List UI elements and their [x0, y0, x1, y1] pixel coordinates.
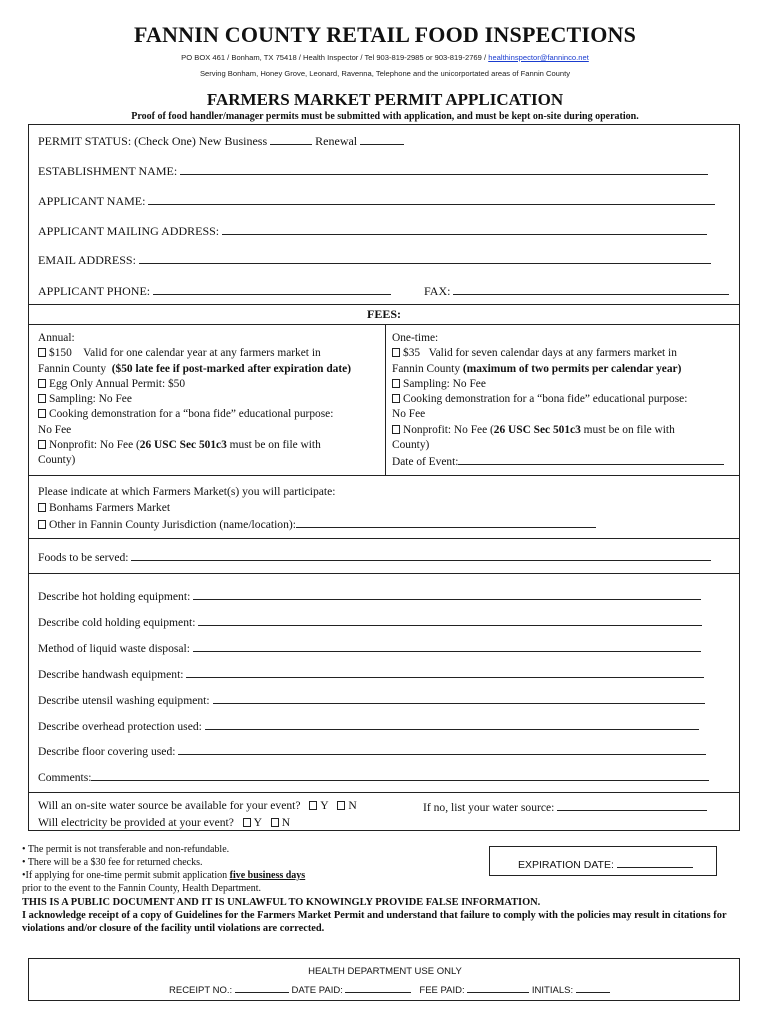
new-business-blank[interactable]: [270, 133, 312, 145]
comments-label: Comments:: [38, 771, 92, 784]
divider: [28, 304, 740, 305]
water-yes-checkbox[interactable]: [309, 801, 317, 810]
onetime-price: $35: [403, 347, 421, 360]
mailing-address-input[interactable]: [222, 223, 707, 235]
cold-holding-field: [38, 614, 702, 629]
overhead-input[interactable]: [205, 718, 699, 730]
utensil-label: Describe utensil washing equipment:: [38, 694, 210, 707]
fax-field: [424, 283, 729, 299]
water-no-checkbox[interactable]: [337, 801, 345, 810]
onetime-sampling: Sampling: No Fee: [403, 377, 486, 390]
cold-holding-input[interactable]: [198, 614, 702, 626]
annual-validity: Valid for one calendar year at any farmers market in: [83, 347, 321, 360]
onetime-nonprofit-cont: County): [392, 439, 430, 452]
onetime-cooking-checkbox[interactable]: [392, 394, 400, 403]
foods-label: Foods to be served:: [38, 551, 129, 564]
annual-sampling: Sampling: No Fee: [49, 393, 132, 406]
renewal-blank[interactable]: [360, 133, 404, 145]
overhead-label: Describe overhead protection used:: [38, 720, 202, 733]
acknowledgement: I acknowledge receipt of a copy of Guidelines for the Farmers Market Permit and understand that failure to comply with the policies may result in citations for violations and/or closure of the facility until violations are corrected.: [22, 910, 727, 934]
comments-input[interactable]: [91, 769, 709, 781]
foods-field: [38, 549, 711, 564]
waste-disposal-label: Method of liquid waste disposal:: [38, 642, 190, 655]
proof-notice: Proof of food handler/manager permits must be submitted with application, and must be kept on-site during operation.: [131, 111, 639, 122]
health-department-box: [28, 958, 740, 1001]
other-market-label: Other in Fannin County Jurisdiction (name/location):: [49, 518, 296, 531]
bonham-market-label: Bonhams Farmers Market: [49, 501, 171, 514]
date-paid-label: DATE PAID:: [291, 985, 343, 996]
establishment-input[interactable]: [180, 163, 708, 175]
egg-checkbox[interactable]: [38, 379, 46, 388]
annual-county: Fannin County: [38, 362, 107, 375]
email-label: EMAIL ADDRESS:: [38, 253, 136, 267]
annual-nonprofit-checkbox[interactable]: [38, 440, 46, 449]
waste-disposal-input[interactable]: [193, 640, 701, 652]
phone-label: APPLICANT PHONE:: [38, 284, 151, 298]
annual-heading: Annual:: [38, 332, 75, 344]
annual-nonprofit-code: 26 USC Sec 501c3: [139, 439, 227, 452]
date-paid-input[interactable]: [345, 983, 411, 993]
onetime-fees: [392, 331, 736, 471]
onetime-cooking-fee: No Fee: [392, 408, 426, 421]
floor-label: Describe floor covering used:: [38, 745, 176, 758]
expiration-box: [489, 846, 717, 876]
phone-input[interactable]: [153, 283, 391, 295]
email-link[interactable]: healthinspector@fanninco.net: [488, 53, 589, 62]
annual-fees: [38, 331, 378, 469]
establishment-field: [38, 163, 708, 179]
initials-label: INITIALS:: [531, 985, 574, 996]
onetime-nonprofit: Nonprofit: No Fee (: [403, 423, 494, 436]
electric-no-label: N: [281, 816, 291, 829]
annual-sampling-checkbox[interactable]: [38, 394, 46, 403]
fax-input[interactable]: [453, 283, 729, 295]
receipt-label: RECEIPT NO.:: [169, 985, 233, 996]
hot-holding-input[interactable]: [193, 588, 701, 600]
public-document-warning: THIS IS A PUBLIC DOCUMENT AND IT IS UNLAWFUL TO KNOWINGLY PROVIDE FALSE INFORMATION.: [22, 897, 541, 908]
annual-nonprofit-cont: County): [38, 454, 76, 467]
hot-holding-label: Describe hot holding equipment:: [38, 590, 191, 603]
divider: [28, 792, 740, 793]
hot-holding-field: [38, 588, 701, 603]
note-one-time-text: •If applying for one-time permit submit application: [22, 870, 230, 881]
event-date-input[interactable]: [458, 453, 724, 465]
divider: [28, 573, 740, 574]
divider: [28, 538, 740, 539]
water-source-label: If no, list your water source:: [423, 801, 555, 814]
utensil-field: [38, 692, 705, 707]
egg-permit: Egg Only Annual Permit: $50: [49, 377, 186, 390]
onetime-sampling-checkbox[interactable]: [392, 379, 400, 388]
electric-yes-label: Y: [253, 816, 262, 829]
handwash-label: Describe handwash equipment:: [38, 668, 184, 681]
other-market-checkbox[interactable]: [38, 520, 46, 529]
handwash-field: [38, 666, 704, 681]
cold-holding-label: Describe cold holding equipment:: [38, 616, 196, 629]
permit-status-label: PERMIT STATUS: (Check One) New Business: [38, 134, 268, 148]
column-divider: [385, 324, 386, 475]
annual-nonprofit-end: must be on file with: [226, 439, 321, 452]
note-nontransferable: • The permit is not transferable and non-refundable.: [22, 844, 230, 855]
service-area-line: Serving Bonham, Honey Grove, Leonard, Ravenna, Telephone and the unicorportated areas of Fannin County: [199, 69, 571, 78]
fee-paid-label: FEE PAID:: [419, 985, 465, 996]
onetime-nonprofit-end: must be on file with: [580, 423, 675, 436]
mailing-address-field: [38, 223, 707, 239]
electric-question-label: Will electricity be provided at your event?: [38, 816, 234, 829]
onetime-35-checkbox[interactable]: [392, 348, 400, 357]
fees-heading: FEES:: [366, 307, 401, 321]
other-market-input[interactable]: [296, 516, 596, 528]
annual-late-fee: ($50 late fee if post-marked after expiration date): [111, 362, 351, 375]
handwash-input[interactable]: [186, 666, 704, 678]
annual-cooking-fee: No Fee: [38, 423, 72, 436]
utensil-input[interactable]: [213, 692, 705, 704]
onetime-validity: Valid for seven calendar days at any farmers market in: [428, 347, 677, 360]
comments-field: [38, 769, 709, 784]
market-question: Please indicate at which Farmers Market(s) you will participate:: [38, 485, 336, 498]
phone-field: [38, 283, 391, 299]
email-input[interactable]: [139, 252, 711, 264]
note-one-time: [22, 869, 305, 882]
onetime-county: Fannin County: [392, 362, 461, 375]
floor-field: [38, 743, 706, 758]
annual-nonprofit: Nonprofit: No Fee (: [49, 439, 140, 452]
annual-150-checkbox[interactable]: [38, 348, 46, 357]
annual-cooking: Cooking demonstration for a “bona fide” educational purpose:: [49, 408, 334, 421]
foods-input[interactable]: [131, 549, 711, 561]
expiration-label: EXPIRATION DATE:: [518, 859, 614, 871]
event-date-label: Date of Event:: [392, 456, 459, 469]
electric-question: [38, 816, 290, 829]
renewal-label: Renewal: [315, 134, 358, 148]
mailing-address-label: APPLICANT MAILING ADDRESS:: [38, 224, 220, 238]
applicant-name-field: [38, 193, 715, 209]
water-question: [38, 799, 357, 812]
divider: [28, 475, 740, 476]
permit-notes: [22, 843, 305, 895]
water-source-field: [423, 799, 707, 814]
form-title: FARMERS MARKET PERMIT APPLICATION: [206, 90, 564, 109]
water-yes-label: Y: [320, 799, 329, 812]
divider: [28, 324, 740, 325]
receipt-input[interactable]: [235, 983, 289, 993]
agency-title: FANNIN COUNTY RETAIL FOOD INSPECTIONS: [133, 22, 637, 47]
establishment-label: ESTABLISHMENT NAME:: [38, 164, 178, 178]
annual-price: $150: [49, 347, 72, 360]
fax-label: FAX:: [424, 284, 451, 298]
permit-status-field: [38, 133, 404, 149]
contact-line: [0, 53, 770, 62]
electric-no-checkbox[interactable]: [271, 818, 279, 827]
note-returned-checks: • There will be a $30 fee for returned checks.: [22, 857, 203, 868]
overhead-field: [38, 718, 699, 733]
electric-yes-checkbox[interactable]: [243, 818, 251, 827]
water-no-label: N: [348, 799, 357, 812]
onetime-nonprofit-code: 26 USC Sec 501c3: [493, 423, 581, 436]
annual-cooking-checkbox[interactable]: [38, 409, 46, 418]
market-section: [38, 484, 728, 533]
note-prior-event: prior to the event to the Fannin County, Health Department.: [22, 883, 262, 894]
fee-paid-input[interactable]: [467, 983, 529, 993]
applicant-name-input[interactable]: [148, 193, 715, 205]
onetime-max: (maximum of two permits per calendar year): [462, 362, 682, 375]
waste-disposal-field: [38, 640, 701, 655]
floor-input[interactable]: [178, 743, 706, 755]
note-five-days: five business days: [229, 870, 306, 881]
expiration-input[interactable]: [617, 858, 693, 868]
onetime-nonprofit-checkbox[interactable]: [392, 425, 400, 434]
bonham-market-checkbox[interactable]: [38, 503, 46, 512]
health-dept-fields: [169, 983, 610, 996]
applicant-name-label: APPLICANT NAME:: [38, 194, 146, 208]
water-question-label: Will an on-site water source be available for your event?: [38, 799, 301, 812]
onetime-heading: One-time:: [392, 332, 439, 344]
health-dept-heading: HEALTH DEPARTMENT USE ONLY: [308, 966, 462, 977]
contact-text: PO BOX 461 / Bonham, TX 75418 / Health Inspector / Tel 903-819-2985 or 903-819-2769 /: [181, 53, 489, 62]
initials-input[interactable]: [576, 983, 610, 993]
email-field: [38, 252, 711, 268]
onetime-cooking: Cooking demonstration for a “bona fide” educational purpose:: [403, 393, 688, 406]
water-source-input[interactable]: [557, 799, 707, 811]
